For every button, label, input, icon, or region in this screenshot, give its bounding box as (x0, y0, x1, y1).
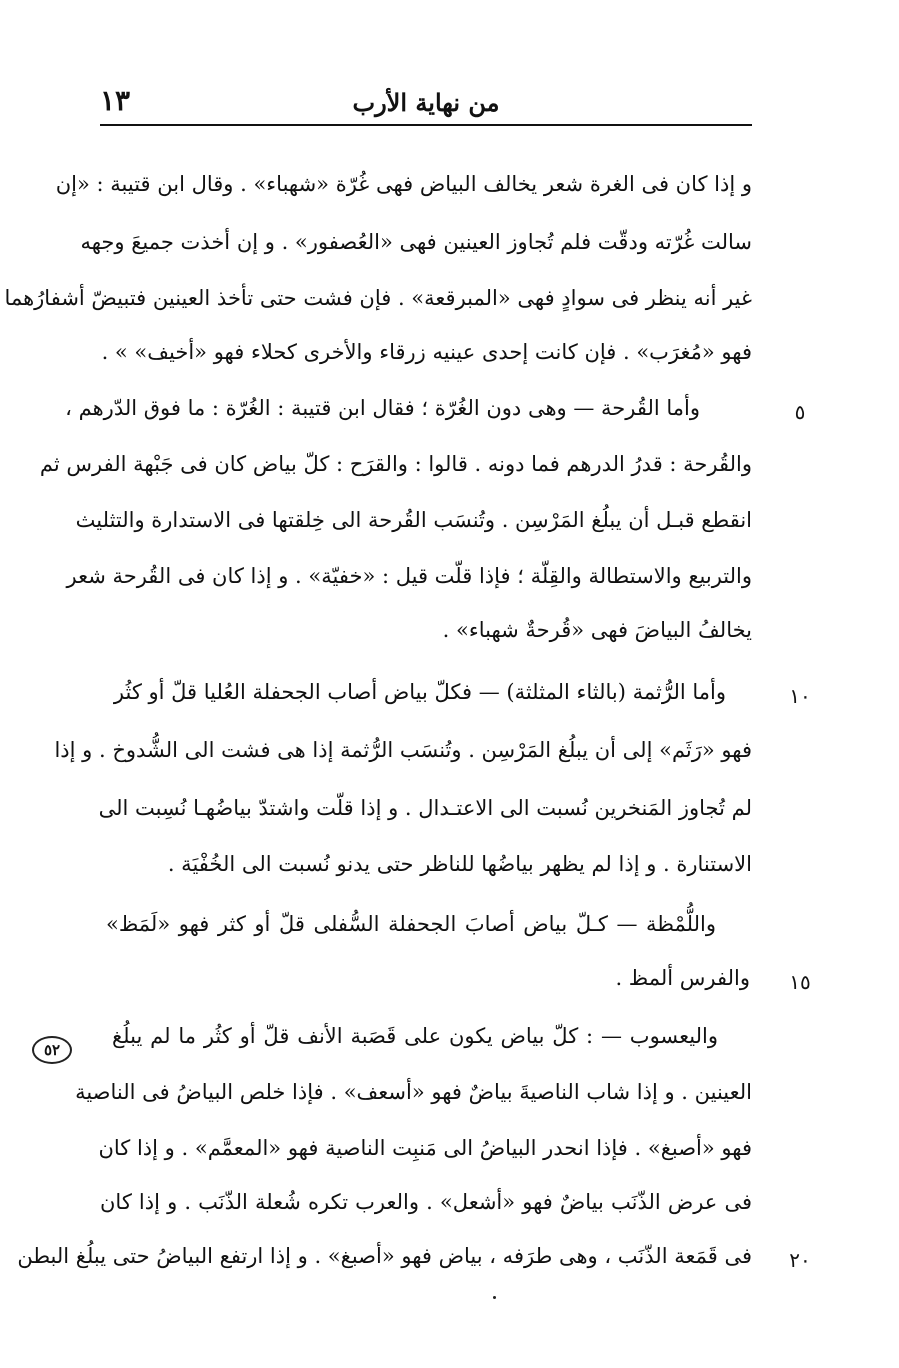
text-line: فهو «أصبغ» . فإذا انحدر البياضُ الى مَنبِت الناصية فهو «المعمَّم» . و إذا كان (98, 1136, 752, 1160)
header-rule (100, 124, 752, 126)
page-header (100, 84, 752, 124)
text-line: فهو «رَثَم» إلى أن يبلُغ المَرْسِن . وتُنسَب الرُّثمة إذا هى فشت الى الشُّدوخ . و إذا (54, 738, 752, 762)
text-line: و إذا كان فى الغرة شعر يخالف البياض فهى غُرّة «شهباء» . وقال ابن قتيبة : «إن (55, 172, 752, 196)
text-line: يخالفُ البياضَ فهى «قُرحةٌ شهباء» . (442, 618, 752, 642)
page-number: ١٣ (100, 84, 131, 117)
text-line: والفرس ألمظ . (615, 966, 750, 990)
margin-page-reference: ٥٢ (32, 1036, 72, 1064)
line-number: ٥ (794, 400, 806, 424)
line-number: ١٥ (789, 970, 811, 994)
text-line: لم تُجاوز المَنخرين نُسبت الى الاعتـدال . و إذا قلّت واشتدّ بياضُهـا نُسِبت الى (98, 796, 752, 820)
text-line: الاستنارة . و إذا لم يظهر بياضُها للناظر حتى يدنو نُسبت الى الخُفْيَة . (167, 852, 752, 876)
ink-dot (493, 1296, 496, 1299)
text-line: والقُرحة : قدرُ الدرهم فما دونه . قالوا : والقرَح : كلّ بياض كان فى جَبْهة الفرس ثم (39, 452, 752, 476)
running-title: من نهاية الأرب (352, 88, 500, 117)
text-line: فهو «مُغرَب» . فإن كانت إحدى عينيه زرقاء والأخرى كحلاء فهو «أخيف» » . (101, 340, 752, 364)
text-line: وأما الرُّثمة (بالثاء المثلثة) — فكلّ بياض أصاب الجحفلة العُليا قلّ أو كثُر (113, 680, 726, 704)
line-number: ٢٠ (789, 1248, 811, 1272)
text-line: واللُّمْظة — كـلّ بياض أصابَ الجحفلة السُّفلى قلّ أو كثر فهو «لَمَظ» (106, 912, 716, 936)
text-line: فى قَمَعة الذّنَب ، وهى طرَفه ، بياض فهو «أصبغ» . و إذا ارتفع البياضُ حتى يبلُغ البطن (17, 1244, 752, 1268)
line-number: ١٠ (789, 684, 811, 708)
text-line: العينين . و إذا شاب الناصيةَ بياضٌ فهو «أسعف» . فإذا خلص البياضُ فى الناصية (75, 1080, 752, 1104)
text-line: وأما القُرحة — وهى دون الغُرّة ؛ فقال ابن قتيبة : الغُرّة : ما فوق الدّرهم ، (65, 396, 700, 420)
text-line: فى عرض الذّنَب بياضٌ فهو «أشعل» . والعرب تكره شُعلة الذّنَب . و إذا كان (100, 1190, 752, 1214)
text-line: سالت غُرّته ودقّت فلم تُجاوز العينين فهى «العُصفور» . و إن أخذت جميعَ وجهه (80, 230, 752, 254)
text-line: واليعسوب — : كلّ بياض يكون على قَصَبة الأنف قلّ أو كثُر ما لم يبلُغ (112, 1024, 718, 1048)
text-line: انقطع قبـل أن يبلُغ المَرْسِن . وتُنسَب القُرحة الى خِلقتها فى الاستدارة والتثليث (75, 508, 752, 532)
text-line: غير أنه ينظر فى سوادٍ فهى «المبرقعة» . فإن فشت حتى تأخذ العينين فتبيضّ أشفارُهما (4, 286, 752, 310)
text-line: والتربيع والاستطالة والقِلّة ؛ فإذا قلّت قيل : «خفيّة» . و إذا كان فى القُرحة شعر (66, 564, 752, 588)
